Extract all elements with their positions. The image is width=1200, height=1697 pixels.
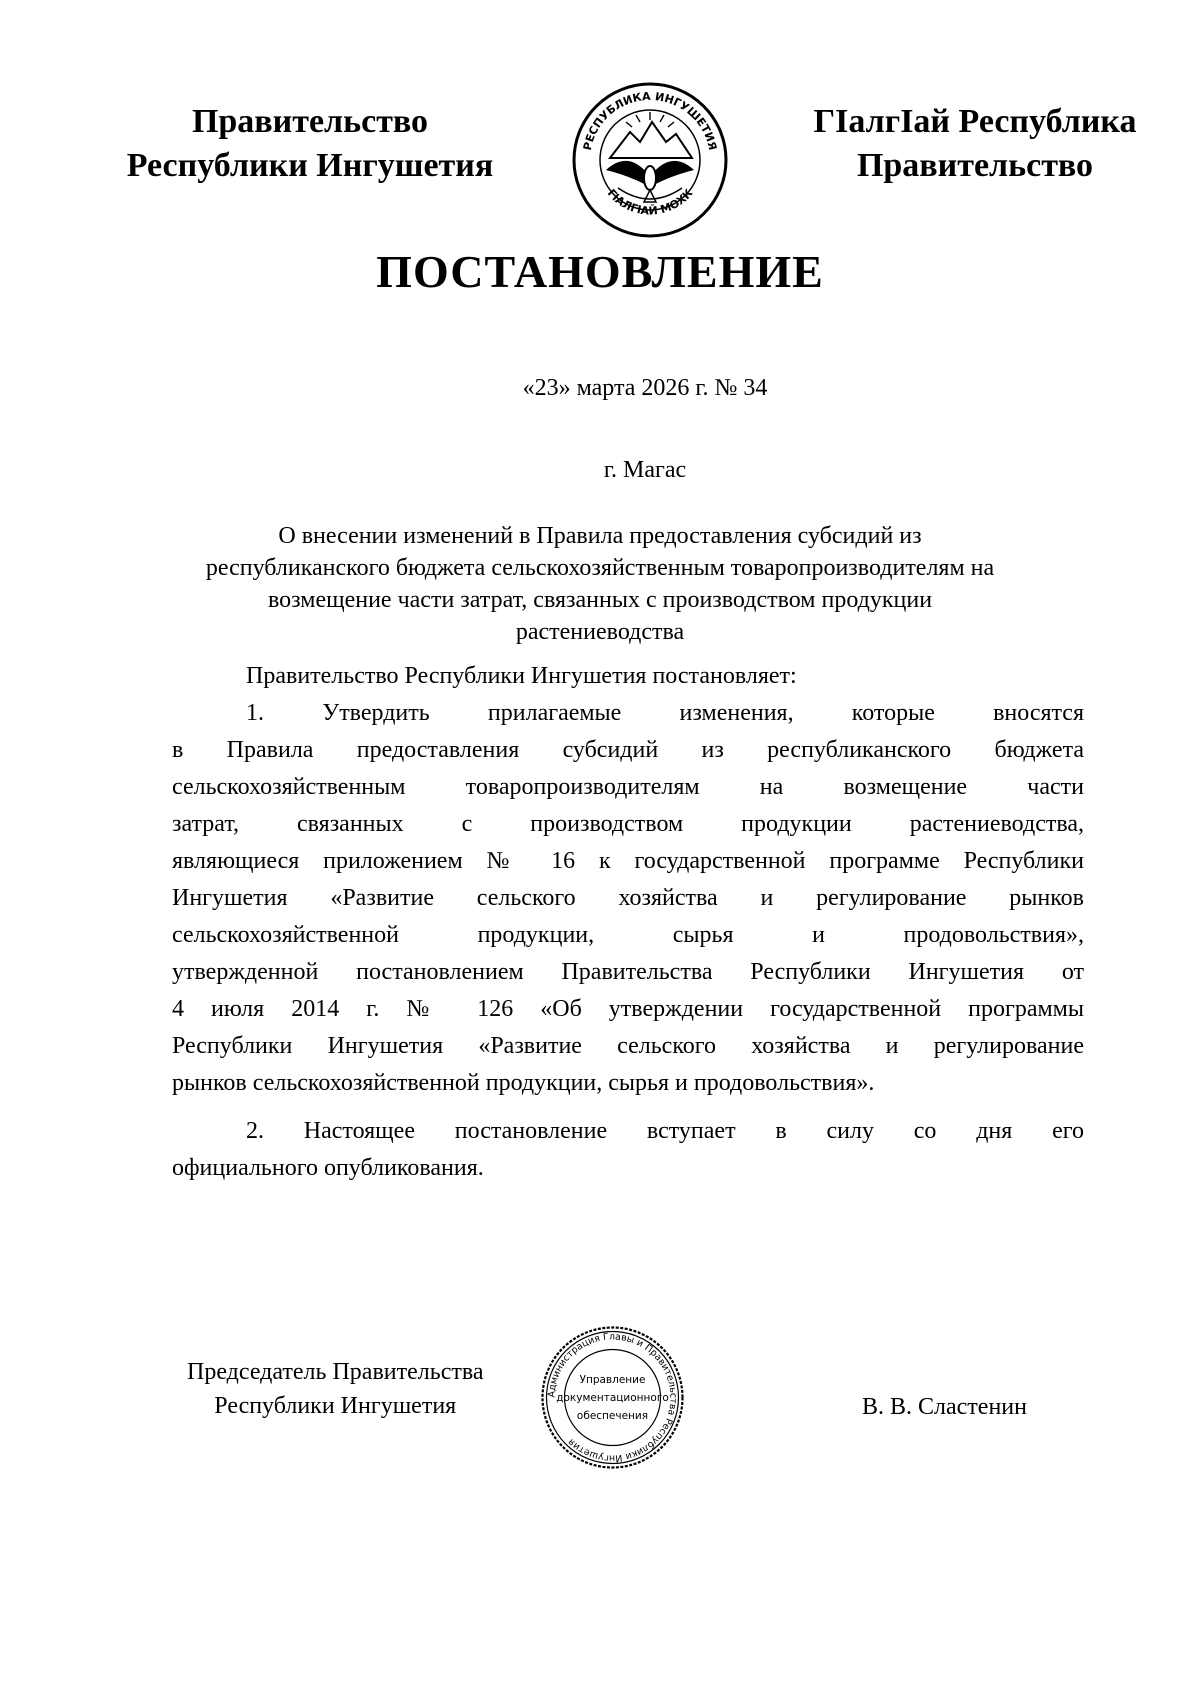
item-1-paragraph: [172, 695, 1084, 1102]
stamp-ring-text: Администрация Главы и Правительства Республики Ингушетия: [546, 1331, 679, 1464]
header-left-line: Правительство: [191, 103, 429, 140]
signatory-name: В. В. Сластенин: [862, 1394, 1027, 1420]
header-right: [790, 100, 1160, 188]
signatory-position: [187, 1355, 484, 1423]
header-right-line: ГӀалгӀай Республика: [813, 103, 1137, 140]
paragraph-line: являющиеся приложением № 16 к государственной программе Республики: [172, 848, 1084, 874]
paragraph-line: в Правила предоставления субсидий из республиканского бюджета: [172, 737, 1084, 763]
svg-text:РЕСПУБЛИКА ИНГУШЕТИЯ: [581, 90, 719, 152]
document-title: ПОСТАНОВЛЕНИЕ: [376, 246, 824, 297]
paragraph-line: рынков сельскохозяйственной продукции, сырья и продовольствия».: [172, 1070, 875, 1096]
stamp-center-line: документационного: [556, 1392, 669, 1404]
header-left: [110, 100, 510, 188]
subject-line: О внесении изменений в Правила предоставления субсидий из: [278, 523, 922, 549]
paragraph-line: 2. Настоящее постановление вступает в силу со дня его: [246, 1118, 1084, 1144]
stamp-center-line: Управление: [579, 1374, 646, 1386]
paragraph-line: официального опубликования.: [172, 1155, 484, 1181]
subject-line: растениеводства: [515, 619, 685, 645]
header-left-line: Республики Ингушетия: [126, 147, 494, 184]
emblem-bottom-text: ГӀАЛГӀАЙ МОХК: [604, 186, 696, 218]
paragraph-line: Республики Ингушетия «Развитие сельского хозяйства и регулирование: [172, 1033, 1084, 1059]
stamp-center-line: обеспечения: [576, 1410, 649, 1422]
header-right-line: Правительство: [856, 147, 1094, 184]
document-city: г. Магас: [603, 457, 687, 483]
official-stamp-icon: [540, 1325, 685, 1470]
paragraph-line: сельскохозяйственной продукции, сырья и продовольствия»,: [172, 922, 1084, 948]
document-subject: [150, 520, 1050, 648]
body-intro: Правительство Республики Ингушетия постановляет:: [246, 663, 797, 689]
document-date-number: «23» марта 2026 г. № 34: [522, 375, 768, 401]
item-2-paragraph: [172, 1113, 1084, 1187]
paragraph-line: затрат, связанных с производством продукции растениеводства,: [172, 811, 1084, 837]
signatory-position-line: Председатель Правительства: [187, 1359, 484, 1385]
signatory-position-line: Республики Ингушетия: [214, 1393, 457, 1419]
paragraph-line: 4 июля 2014 г. № 126 «Об утверждении государственной программы: [172, 996, 1084, 1022]
paragraph-line: утвержденной постановлением Правительства Республики Ингушетия от: [172, 959, 1084, 985]
subject-line: возмещение части затрат, связанных с производством продукции: [267, 587, 933, 613]
paragraph-line: Ингушетия «Развитие сельского хозяйства и регулирование рынков: [172, 885, 1084, 911]
ingushetia-emblem-icon: [570, 80, 730, 240]
subject-line: республиканского бюджета сельскохозяйственным товаропроизводителям на: [205, 555, 995, 581]
paragraph-line: сельскохозяйственным товаропроизводителям на возмещение части: [172, 774, 1084, 800]
emblem-top-text: РЕСПУБЛИКА ИНГУШЕТИЯ: [580, 89, 720, 152]
paragraph-line: 1. Утвердить прилагаемые изменения, которые вносятся: [246, 700, 1084, 726]
